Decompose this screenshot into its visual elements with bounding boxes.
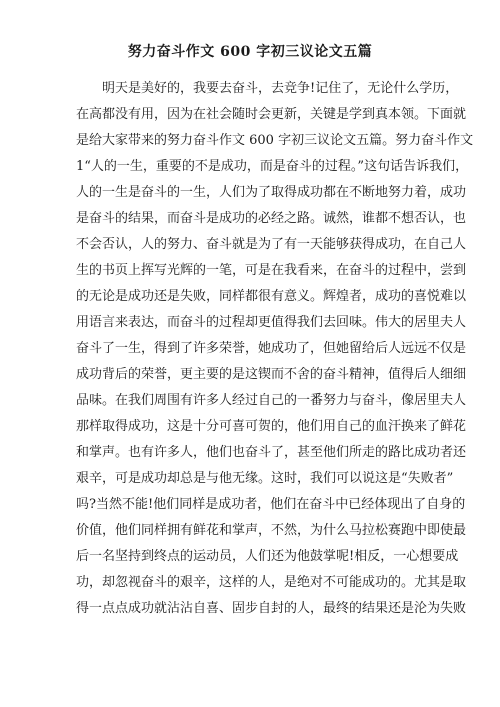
text-line: 价值，他们同样拥有鲜花和掌声，不然，为什么马拉松赛跑中即使最 <box>76 523 467 538</box>
document-body <box>76 76 474 622</box>
document-title: 努力奋斗作文 600 字初三议论文五篇 <box>127 44 373 60</box>
text-line: 人的一生是奋斗的一生，人们为了取得成功都在不断地努力着，成功 <box>76 185 467 200</box>
text-line: 用语言来表达，而奋斗的过程却更值得我们去回味。伟大的居里夫人 <box>76 315 467 330</box>
text-line: 吗?当然不能!他们同样是成功者，他们在奋斗中已经体现出了自身的 <box>76 497 466 512</box>
text-line: 不会否认，人的努力、奋斗就是为了有一天能够获得成功，在自己人 <box>76 237 467 252</box>
text-line: 那样取得成功，这是十分可喜可贺的，他们用自己的血汗换来了鲜花 <box>76 419 467 434</box>
text-line: 1“人的一生，重要的不是成功，而是奋斗的过程。”这句话告诉我们， <box>76 159 469 174</box>
text-line: 和掌声。也有许多人，他们也奋斗了，甚至他们所走的路比成功者还 <box>76 445 467 460</box>
text-line: 是给大家带来的努力奋斗作文 600 字初三议论文五篇。努力奋斗作文 <box>76 133 474 148</box>
text-line: 生的书页上挥写光辉的一笔，可是在我看来，在奋斗的过程中，尝到 <box>76 263 467 278</box>
text-line: 品味。在我们周围有许多人经过自己的一番努力与奋斗，像居里夫人 <box>76 393 467 408</box>
text-line: 是奋斗的结果，而奋斗是成功的必经之路。诚然，谁都不想否认，也 <box>76 211 467 226</box>
text-line: 功，却忽视奋斗的艰辛，这样的人，是绝对不可能成功的。尤其是取 <box>76 575 467 590</box>
text-line: 奋斗了一生，得到了许多荣誉，她成功了，但她留给后人远远不仅是 <box>76 341 467 356</box>
text-line: 艰辛，可是成功却总是与他无缘。这时，我们可以说这是“失败者” <box>76 471 454 486</box>
text-line: 成功背后的荣誉，更主要的是这锲而不舍的奋斗精神，值得后人细细 <box>76 367 467 382</box>
text-line: 后一名坚持到终点的运动员，人们还为他鼓掌呢!相反，一心想要成 <box>76 549 459 564</box>
text-line: 得一点点成功就沾沾自喜、固步自封的人，最终的结果还是沦为失败 <box>76 601 467 616</box>
text-line: 的无论是成功还是失败，同样都很有意义。辉煌者，成功的喜悦难以 <box>76 289 467 304</box>
text-line: 在高都没有用，因为在社会随时会更新，关键是学到真本领。下面就 <box>76 107 467 122</box>
text-line: 明天是美好的，我要去奋斗，去竞争!记住了，无论什么学历， <box>102 81 459 96</box>
